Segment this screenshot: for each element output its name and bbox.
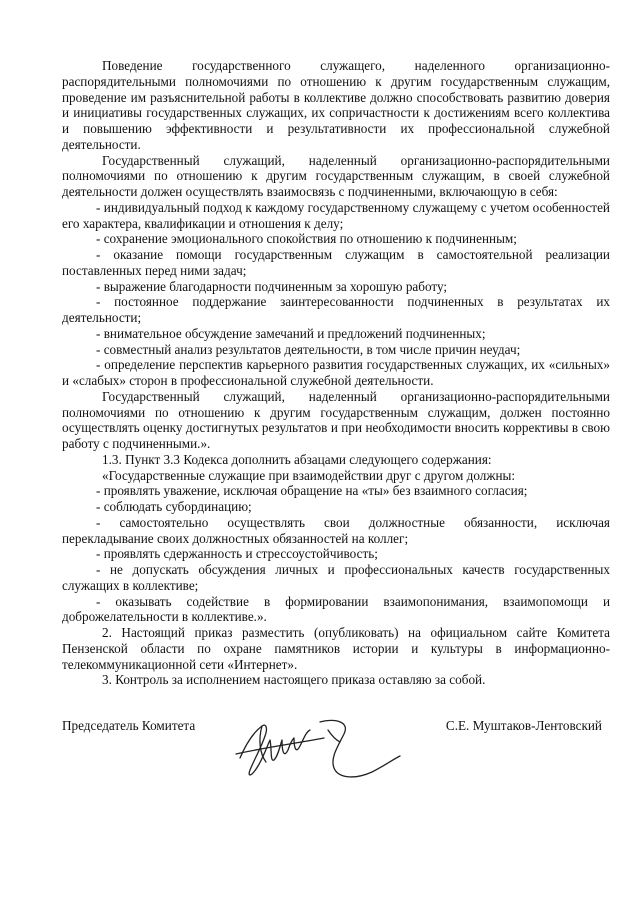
paragraph-2: Государственный служащий, наделенный организационно-распорядительными полномочиями по отношению к другим государственным служащим, в своей служебной деятельности должен осуществлять взаимосвязь с подчиненными, включающую в себя: xyxy=(62,152,610,199)
position-title: Председатель Комитета xyxy=(62,718,196,733)
paragraph-quote-intro: «Государственные служащие при взаимодействии друг с другом должны: xyxy=(102,467,516,483)
paragraph-1: Поведение государственного служащего, наделенного организационно-распорядительными полномочиями по отношению к другим государственным служащим, проведение им разъяснительной работы в коллективе должно способствовать развитию доверия и инициативы государственных служащих, их сопричастности к достижениям всего коллектива и повышению эффективности и результативности их профессиональной служебной деятельности. xyxy=(62,58,610,152)
list-item: - определение перспектив карьерного развития государственных служащих, их «сильных» и «слабых» сторон в профессиональной служебной деятельности. xyxy=(62,357,610,388)
list-item: - оказание помощи государственным служащим в самостоятельной реализации поставленных перед ними задач; xyxy=(62,247,610,278)
list-item: - проявлять сдержанность и стрессоустойчивость; xyxy=(96,546,378,562)
handwritten-signature xyxy=(232,700,407,795)
signer-name: С.Е. Муштаков-Лентовский xyxy=(445,718,602,733)
list-item: - индивидуальный подход к каждому государственному служащему с учетом особенностей его характера, квалификации и отношения к делу; xyxy=(62,199,610,231)
document-body xyxy=(62,58,610,688)
list-item: - совместный анализ результатов деятельности, в том числе причин неудач; xyxy=(96,341,521,357)
list-item: - не допускать обсуждения личных и профессиональных качеств государственных служащих в коллективе; xyxy=(62,562,610,593)
paragraph-1-3: 1.3. Пункт 3.3 Кодекса дополнить абзацами следующего содержания: xyxy=(102,451,492,467)
list-item: - самостоятельно осуществлять свои должностные обязанности, исключая перекладывание своих должностных обязанностей на коллег; xyxy=(62,514,610,546)
list-item: - сохранение эмоционального спокойствия по отношению к подчиненным; xyxy=(96,231,517,247)
list-item: - соблюдать субординацию; xyxy=(96,499,252,514)
list-item: - оказывать содействие в формировании взаимопонимания, взаимопомощи и доброжелательности в коллективе.». xyxy=(62,593,610,625)
paragraph-point-2: 2. Настоящий приказ разместить (опубликовать) на официальном сайте Комитета Пензенской области по охране памятников истории и культуры в информационно-телекоммуникационной сети «Интернет». xyxy=(62,625,610,672)
paragraph-point-3: 3. Контроль за исполнением настоящего приказа оставляю за собой. xyxy=(102,672,486,688)
paragraph-3: Государственный служащий, наделенный организационно-распорядительными полномочиями по отношению к другим государственным служащим, должен постоянно осуществлять оценку достигнутых результатов и при необходимости вносить коррективы в свою работу с подчиненными.». xyxy=(62,388,610,451)
list-item: - постоянное поддержание заинтересованности подчиненных в результатах их деятельности; xyxy=(62,294,610,325)
list-item: - выражение благодарности подчиненным за хорошую работу; xyxy=(96,278,448,294)
list-item: - проявлять уважение, исключая обращение на «ты» без взаимного согласия; xyxy=(96,483,528,499)
list-item: - внимательное обсуждение замечаний и предложений подчиненных; xyxy=(96,325,486,341)
